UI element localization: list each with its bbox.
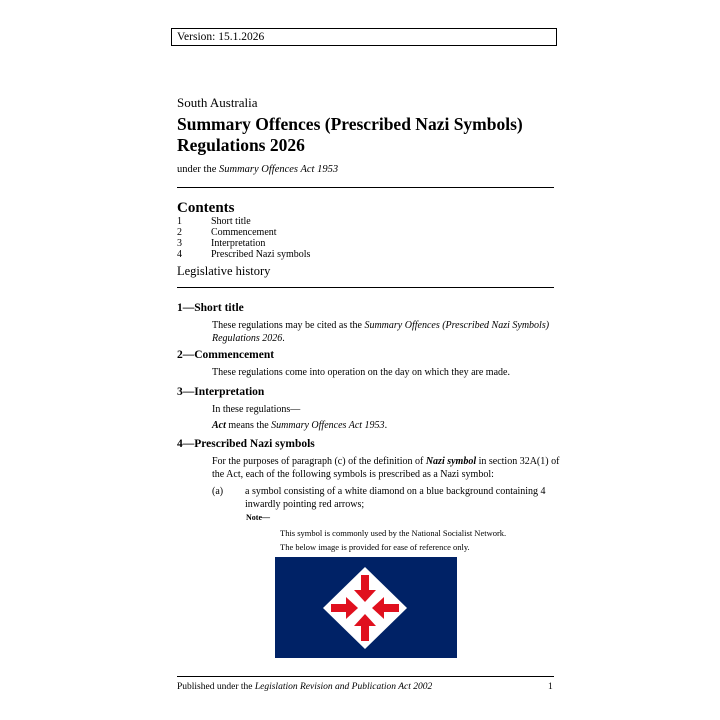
nsn-flag-image [275,557,457,658]
section-1-text [212,320,562,345]
page-number: 1 [548,682,553,692]
divider [177,187,554,188]
s1-suffix: . [282,332,285,344]
s1-prefix: These regulations may be cited as the [212,320,365,331]
defined-term: Act [212,420,226,431]
section-3-intro: In these regulations— [212,404,301,415]
under-act-name: Summary Offences Act 1953 [219,164,339,175]
document-title [177,114,567,156]
toc-number: 3 [177,238,182,249]
toc-label: Short title [211,216,251,227]
footer-act-name: Legislation Revision and Publication Act 2002 [254,682,433,692]
section-3-definition [212,420,562,433]
divider [177,287,554,288]
footer-text [177,682,432,692]
section-1-heading: 1—Short title [177,302,244,314]
section-4-text [212,456,562,481]
def-middle: means the [225,420,272,431]
toc-item[interactable] [177,216,251,227]
toc-item[interactable] [177,249,310,260]
toc-label: Interpretation [211,238,266,249]
footer-prefix: Published under the [177,682,255,692]
section-3-heading: 3—Interpretation [177,386,265,398]
def-act-name: Summary Offences Act 1953 [271,420,385,431]
toc-item[interactable] [177,238,265,249]
s1-regulation-name: Summary Offences (Prescribed Nazi Symbols) Regulations 2026 [212,320,550,344]
toc-number: 2 [177,227,182,238]
jurisdiction: South Australia [177,95,258,110]
section-2-heading: 2—Commencement [177,349,275,361]
title-line-2: Regulations 2026 [177,135,305,155]
note-label: Note— [246,513,270,522]
toc-number: 1 [177,216,182,227]
under-prefix: under the [177,164,219,175]
note-line-2: The below image is provided for ease of reference only. [280,542,470,552]
toc-label: Commencement [211,227,277,238]
section-2-text: These regulations come into operation on the day on which they are made. [212,367,510,378]
s4-suffix: in section 32A(1) of the Act, each of the following symbols is prescribed as a Nazi symbol: [212,456,560,480]
toc-item[interactable] [177,227,277,238]
toc-label: Prescribed Nazi symbols [211,249,311,260]
paragraph-a-label: (a) [212,486,224,497]
under-act-line [177,164,338,175]
footer-divider [177,676,554,677]
def-suffix: . [384,420,388,431]
version-label: Version: 15.1.2026 [177,31,265,43]
title-line-1: Summary Offences (Prescribed Nazi Symbols) [177,114,523,134]
section-4-heading: 4—Prescribed Nazi symbols [177,438,315,450]
paragraph-a-text: a symbol consisting of a white diamond on a blue background containing 4 inwardly pointing red arrows; [245,486,546,510]
contents-heading: Contents [177,200,235,216]
s4-prefix: For the purposes of paragraph (c) of the definition of [212,456,426,467]
toc-number: 4 [177,249,182,260]
s4-defined-term: Nazi symbol [425,456,477,467]
note-line-1: This symbol is commonly used by the National Socialist Network. [280,528,507,538]
version-box [171,28,557,46]
legislative-history-link[interactable]: Legislative history [177,264,271,278]
